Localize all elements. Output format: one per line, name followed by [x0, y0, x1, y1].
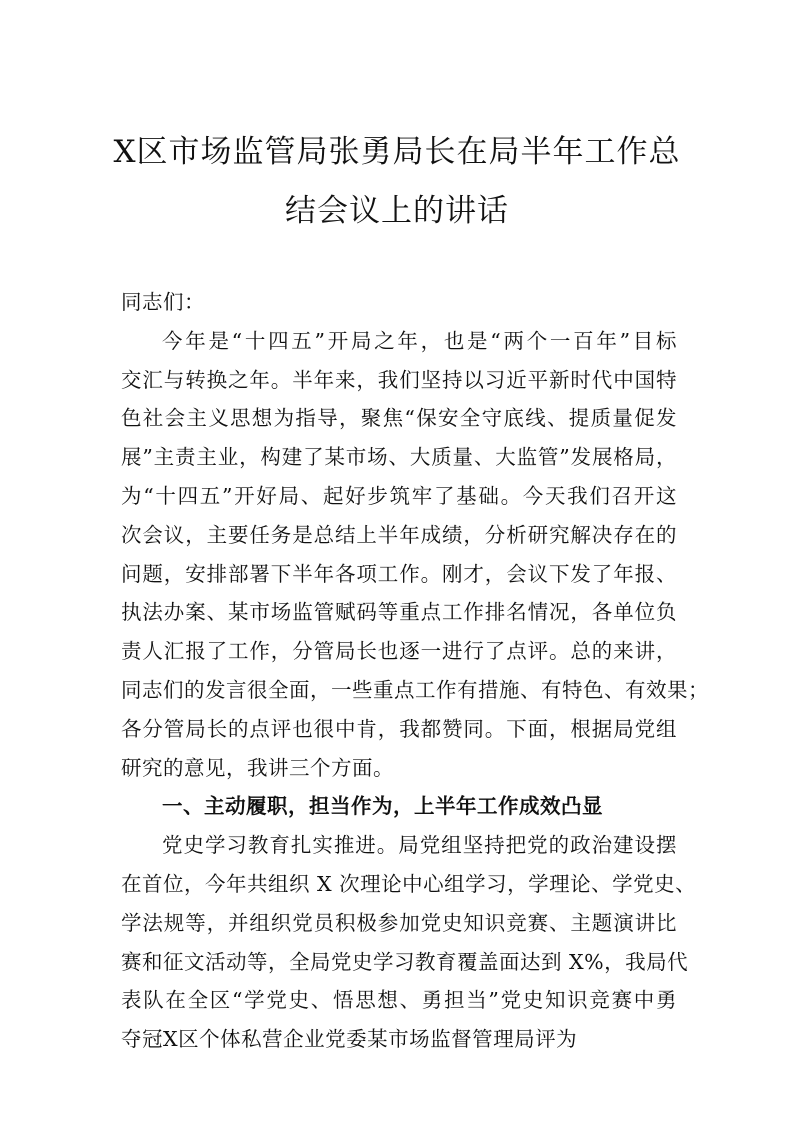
paragraph-2-line: 赛和征文活动等，全局党史学习教育覆盖面达到 X%，我局代 — [121, 949, 689, 974]
paragraph-1-line: 色社会主义思想为指导，聚焦“保安全守底线、提质量促发 — [121, 406, 677, 431]
paragraph-1-line: 研究的意见，我讲三个方面。 — [121, 755, 394, 780]
document-title-line-1: X区市场监管局张勇局长在局半年工作总 — [113, 134, 681, 170]
paragraph-1-line: 各分管局长的点评也很中肯，我都赞同。下面，根据局党组 — [121, 716, 677, 741]
paragraph-2-line: 在首位，今年共组织 X 次理论中心组学习，学理论、学党史、 — [121, 871, 697, 896]
section-heading-1: 一、主动履职，担当作为，上半年工作成效凸显 — [162, 794, 603, 819]
paragraph-2-line: 党史学习教育扎实推进。局党组坚持把党的政治建设摆 — [162, 833, 677, 858]
document-body — [121, 283, 709, 1059]
paragraph-2-line: 夺冠X区个体私营企业党委某市场监督管理局评为 — [121, 1027, 578, 1052]
paragraph-2-line: 表队在全区“学党史、悟思想、勇担当”党史知识竞赛中勇 — [121, 988, 677, 1013]
paragraph-1-line: 问题，安排部署下半年各项工作。刚才，会议下发了年报、 — [121, 561, 677, 586]
paragraph-1-line: 次会议，主要任务是总结上半年成绩，分析研究解决存在的 — [121, 522, 677, 547]
paragraph-1-line: 今年是“十四五”开局之年，也是“两个一百年”目标 — [162, 328, 677, 353]
document-title-line-2: 结会议上的讲话 — [285, 193, 509, 229]
salutation: 同志们： — [121, 290, 205, 314]
paragraph-1-line: 交汇与转换之年。半年来，我们坚持以习近平新时代中国特 — [121, 367, 677, 392]
paragraph-1-line: 同志们的发言很全面，一些重点工作有措施、有特色、有效果； — [121, 677, 709, 702]
paragraph-2-line: 学法规等，并组织党员积极参加党史知识竞赛、主题演讲比 — [121, 910, 677, 935]
paragraph-1-line: 为“十四五”开好局、起好步筑牢了基础。今天我们召开这 — [121, 483, 677, 508]
paragraph-1-line: 责人汇报了工作，分管局长也逐一进行了点评。总的来讲， — [121, 639, 677, 664]
paragraph-1-line: 展”主责主业，构建了某市场、大质量、大监管”发展格局， — [121, 445, 677, 470]
paragraph-1-line: 执法办案、某市场监管赋码等重点工作排名情况，各单位负 — [121, 600, 677, 625]
